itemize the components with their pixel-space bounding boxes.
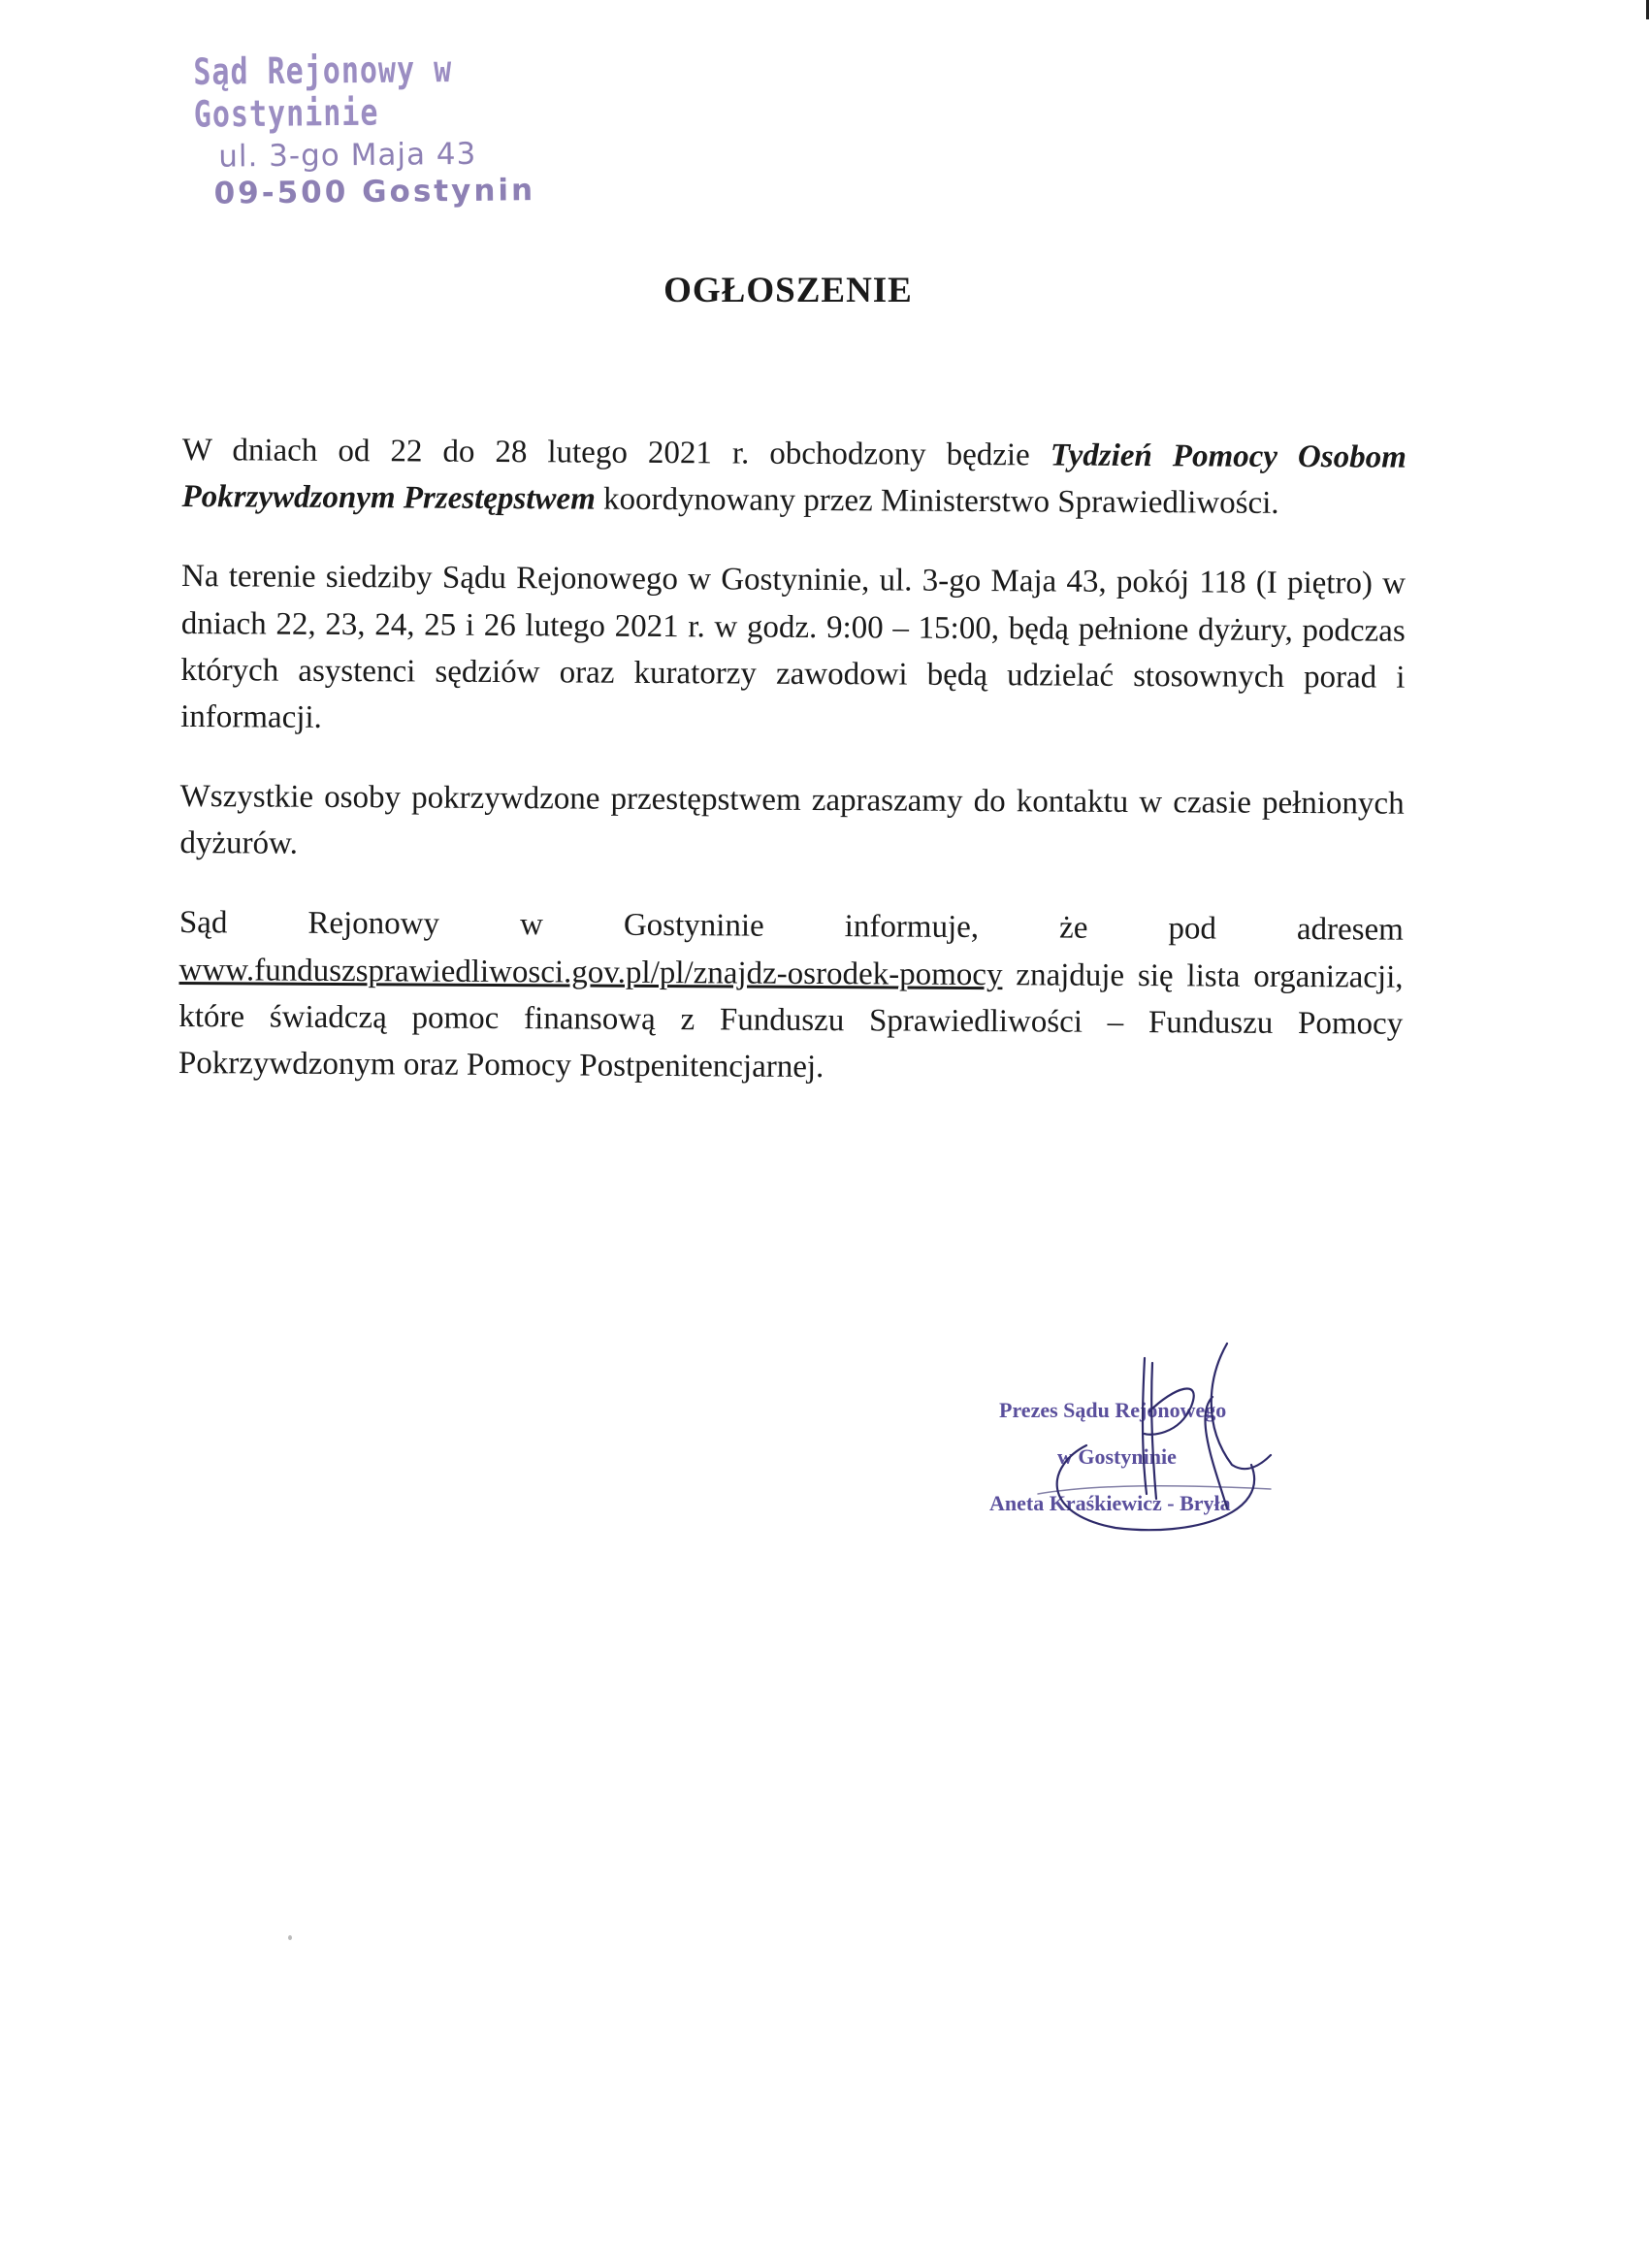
event-name: Tydzień Pomocy Osobom Pokrzywdzonym Przestępstwem [181, 437, 1406, 517]
paragraph-fund-info [178, 899, 1404, 1093]
stamp-postal-city: 09-500 Gostynin [213, 173, 536, 211]
signature-area [980, 1319, 1310, 1542]
president-court: w Gostyninie [1057, 1444, 1177, 1469]
paragraph-invitation: Wszystkie osoby pokrzywdzone przestępstwem zapraszamy do kontaktu w czasie pełnionych dyżurów. [179, 779, 1405, 861]
court-address-stamp [188, 49, 539, 211]
paragraph-4-tail: znajduje się lista organizacji, które świadczą pomoc finansową z Funduszu Sprawiedliwości – Funduszu Pomocy Pokrzywdzonym oraz Pomocy Postpenitencjarnej. [178, 956, 1404, 1085]
announcement-body [178, 427, 1406, 1127]
fund-website-link[interactable]: www.funduszsprawiedliwosci.gov.pl/pl/znajdz-osrodek-pomocy [178, 952, 1003, 992]
handwritten-signature [980, 1319, 1310, 1542]
paragraph-1-tail: koordynowany przez Ministerstwo Sprawiedliwości. [595, 481, 1279, 522]
stamp-street: ul. 3-go Maja 43 [218, 136, 477, 175]
paragraph-week-announcement [181, 427, 1406, 528]
president-title: Prezes Sądu Rejonowego [999, 1398, 1227, 1422]
paragraph-4-lead: Sąd Rejonowy w Gostyninie informuje, że pod adresem [178, 905, 1404, 949]
president-name: Aneta Kraśkiewicz - Bryła [989, 1491, 1231, 1515]
document-title: OGŁOSZENIE [663, 271, 913, 310]
paragraph-1-lead: W dniach od 22 do 28 lutego 2021 r. obchodzony będzie [181, 432, 1051, 473]
stamp-court-name: Sąd Rejonowy w Gostyninie [193, 49, 453, 137]
paragraph-duty-hours: Na terenie siedziby Sądu Rejonowego w Gostyninie, ul. 3-go Maja 43, pokój 118 (I piętro) w dniach 22, 23, 24, 25 i 26 lutego 2021 r. w godz. 9:00 – 15:00, będą pełnione dyżury, podczas których asystenci sędziów oraz kuratorzy zawodowi będą udzielać stosownych porad i informacji. [180, 559, 1406, 735]
scan-speck [288, 1935, 292, 1940]
